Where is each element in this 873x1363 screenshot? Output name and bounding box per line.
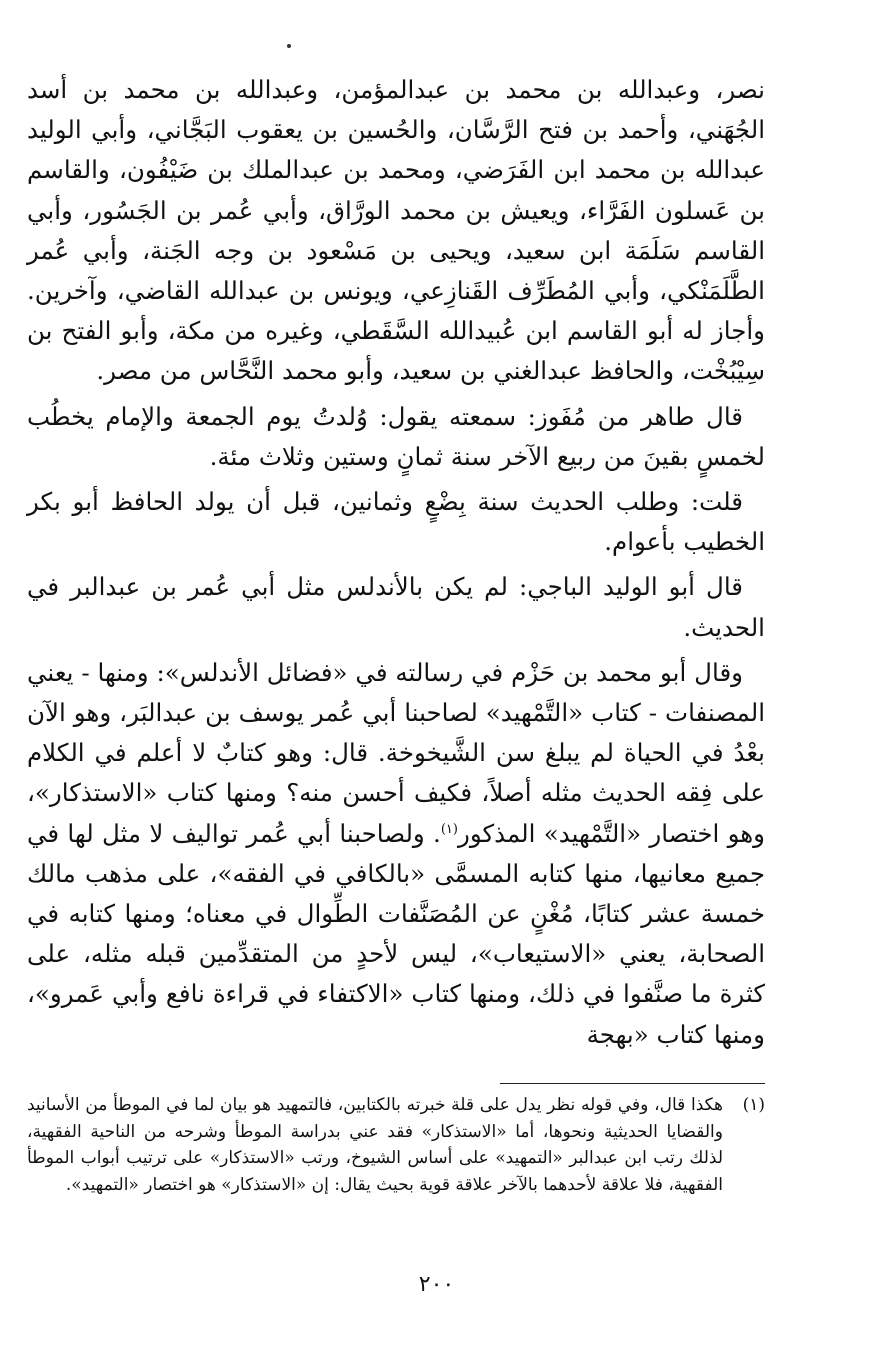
paragraph-2: قال طاهر من مُفَوز: سمعته يقول: وُلدتُ يوم الجمعة والإمام يخطُب لخمسٍ بقينَ من ربيع الآخر سنة ثمانٍ وستين وثلاث مئة. <box>27 401 765 471</box>
footnote-marker: (١) <box>742 1095 765 1115</box>
footnote-separator <box>500 1083 765 1084</box>
main-text <box>27 70 765 1055</box>
paragraph-4: قال أبو الوليد الباجي: لم يكن بالأندلس مثل أبي عُمر بن عبدالبر في الحديث. <box>27 572 765 642</box>
ink-dot <box>287 44 291 48</box>
footnote <box>27 1092 765 1198</box>
paragraph-1: نصر، وعبدالله بن محمد بن عبدالمؤمن، وعبدالله بن محمد بن أسد الجُهَني، وأحمد بن فتح الرَّسَّان، والحُسين بن يعقوب البَجَّاني، وأبي الوليد عبدالله بن محمد ابن الفَرَضي، ومحمد بن عبدالملك بن ضَيْفُون، والقاسم بن عَسلون الفَرَّاء، ويعيش بن محمد الورَّاق، وأبي عُمر بن الجَسُور، وأبي القاسم سَلَمَة ابن سعيد، ويحيى بن مَسْعود بن وجه الجَنة، وأبي عُمر الطَّلَمَنْكي، وأبي المُطَرِّف القَنازِعي، ويونس بن عبدالله القاضي، وآخرين. وأجاز له أبو القاسم ابن عُبيدالله السَّقَطي، وغيره من مكة، وأبو الفتح بن سِيْبُخْت، والحافظ عبدالغني بن سعيد، وأبو محمد النَّحَّاس من مصر. <box>27 75 765 386</box>
paragraph-5-part-2: . ولصاحبنا أبي عُمر تواليف لا مثل لها في جميع معانيها، منها كتابه المسمَّى «بالكافي في الفقه»، على مذهب مالك خمسة عشر كتابًا، مُغْنٍ عن المُصَنَّفات الطِّوال في معناه؛ ومنها كتابه في الصحابة، يعني «الاستيعاب»، ليس لأحدٍ من المتقدِّمين قبله مثله، على كثرة ما صنَّفوا في ذلك، ومنها كتاب «الاكتفاء في قراءة نافع وأبي عَمرو»، ومنها كتاب «بهجة <box>27 818 765 1049</box>
footnote-reference: (١) <box>440 821 458 837</box>
paragraph-3: قلت: وطلب الحديث سنة بِضْعٍ وثمانين، قبل أن يولد الحافظ أبو بكر الخطيب بأعوام. <box>27 487 765 557</box>
footnote-text: هكذا قال، وفي قوله نظر يدل على قلة خبرته بالكتابين، فالتمهيد هو بيان لما في الموطأ من الأسانيد والقضايا الحديثية ونحوها، أما «الاستذكار» فقد عني بدراسة الموطأ وشرحه من الناحية الفقهية، لذلك رتب ابن عبدالبر «التمهيد» على أساس الشيوخ، ورتب «الاستذكار» على ترتيب أبواب الموطأ الفقهية، فلا علاقة لأحدهما بالآخر علاقة قوية بحيث يقال: إن «الاستذكار» هو اختصار «التمهيد». <box>27 1095 723 1195</box>
page-number: ٢٠٠ <box>418 1272 455 1297</box>
paragraph-5-part-1: وقال أبو محمد بن حَزْم في رسالته في «فضائل الأندلس»: ومنها - يعني المصنفات - كتاب «التَّمْهيد» لصاحبنا أبي عُمر يوسف بن عبدالبَر، وهو الآن بعْدُ في الحياة لم يبلغ سن الشَّيخوخة. قال: وهو كتابٌ لا أعلم في الكلام على فِقه الحديث مثله أصلاً، فكيف أحسن منه؟ ومنها كتاب «الاستذكار»، وهو اختصار «التَّمْهيد» المذكور <box>27 657 765 848</box>
paragraph-5 <box>27 653 765 1055</box>
